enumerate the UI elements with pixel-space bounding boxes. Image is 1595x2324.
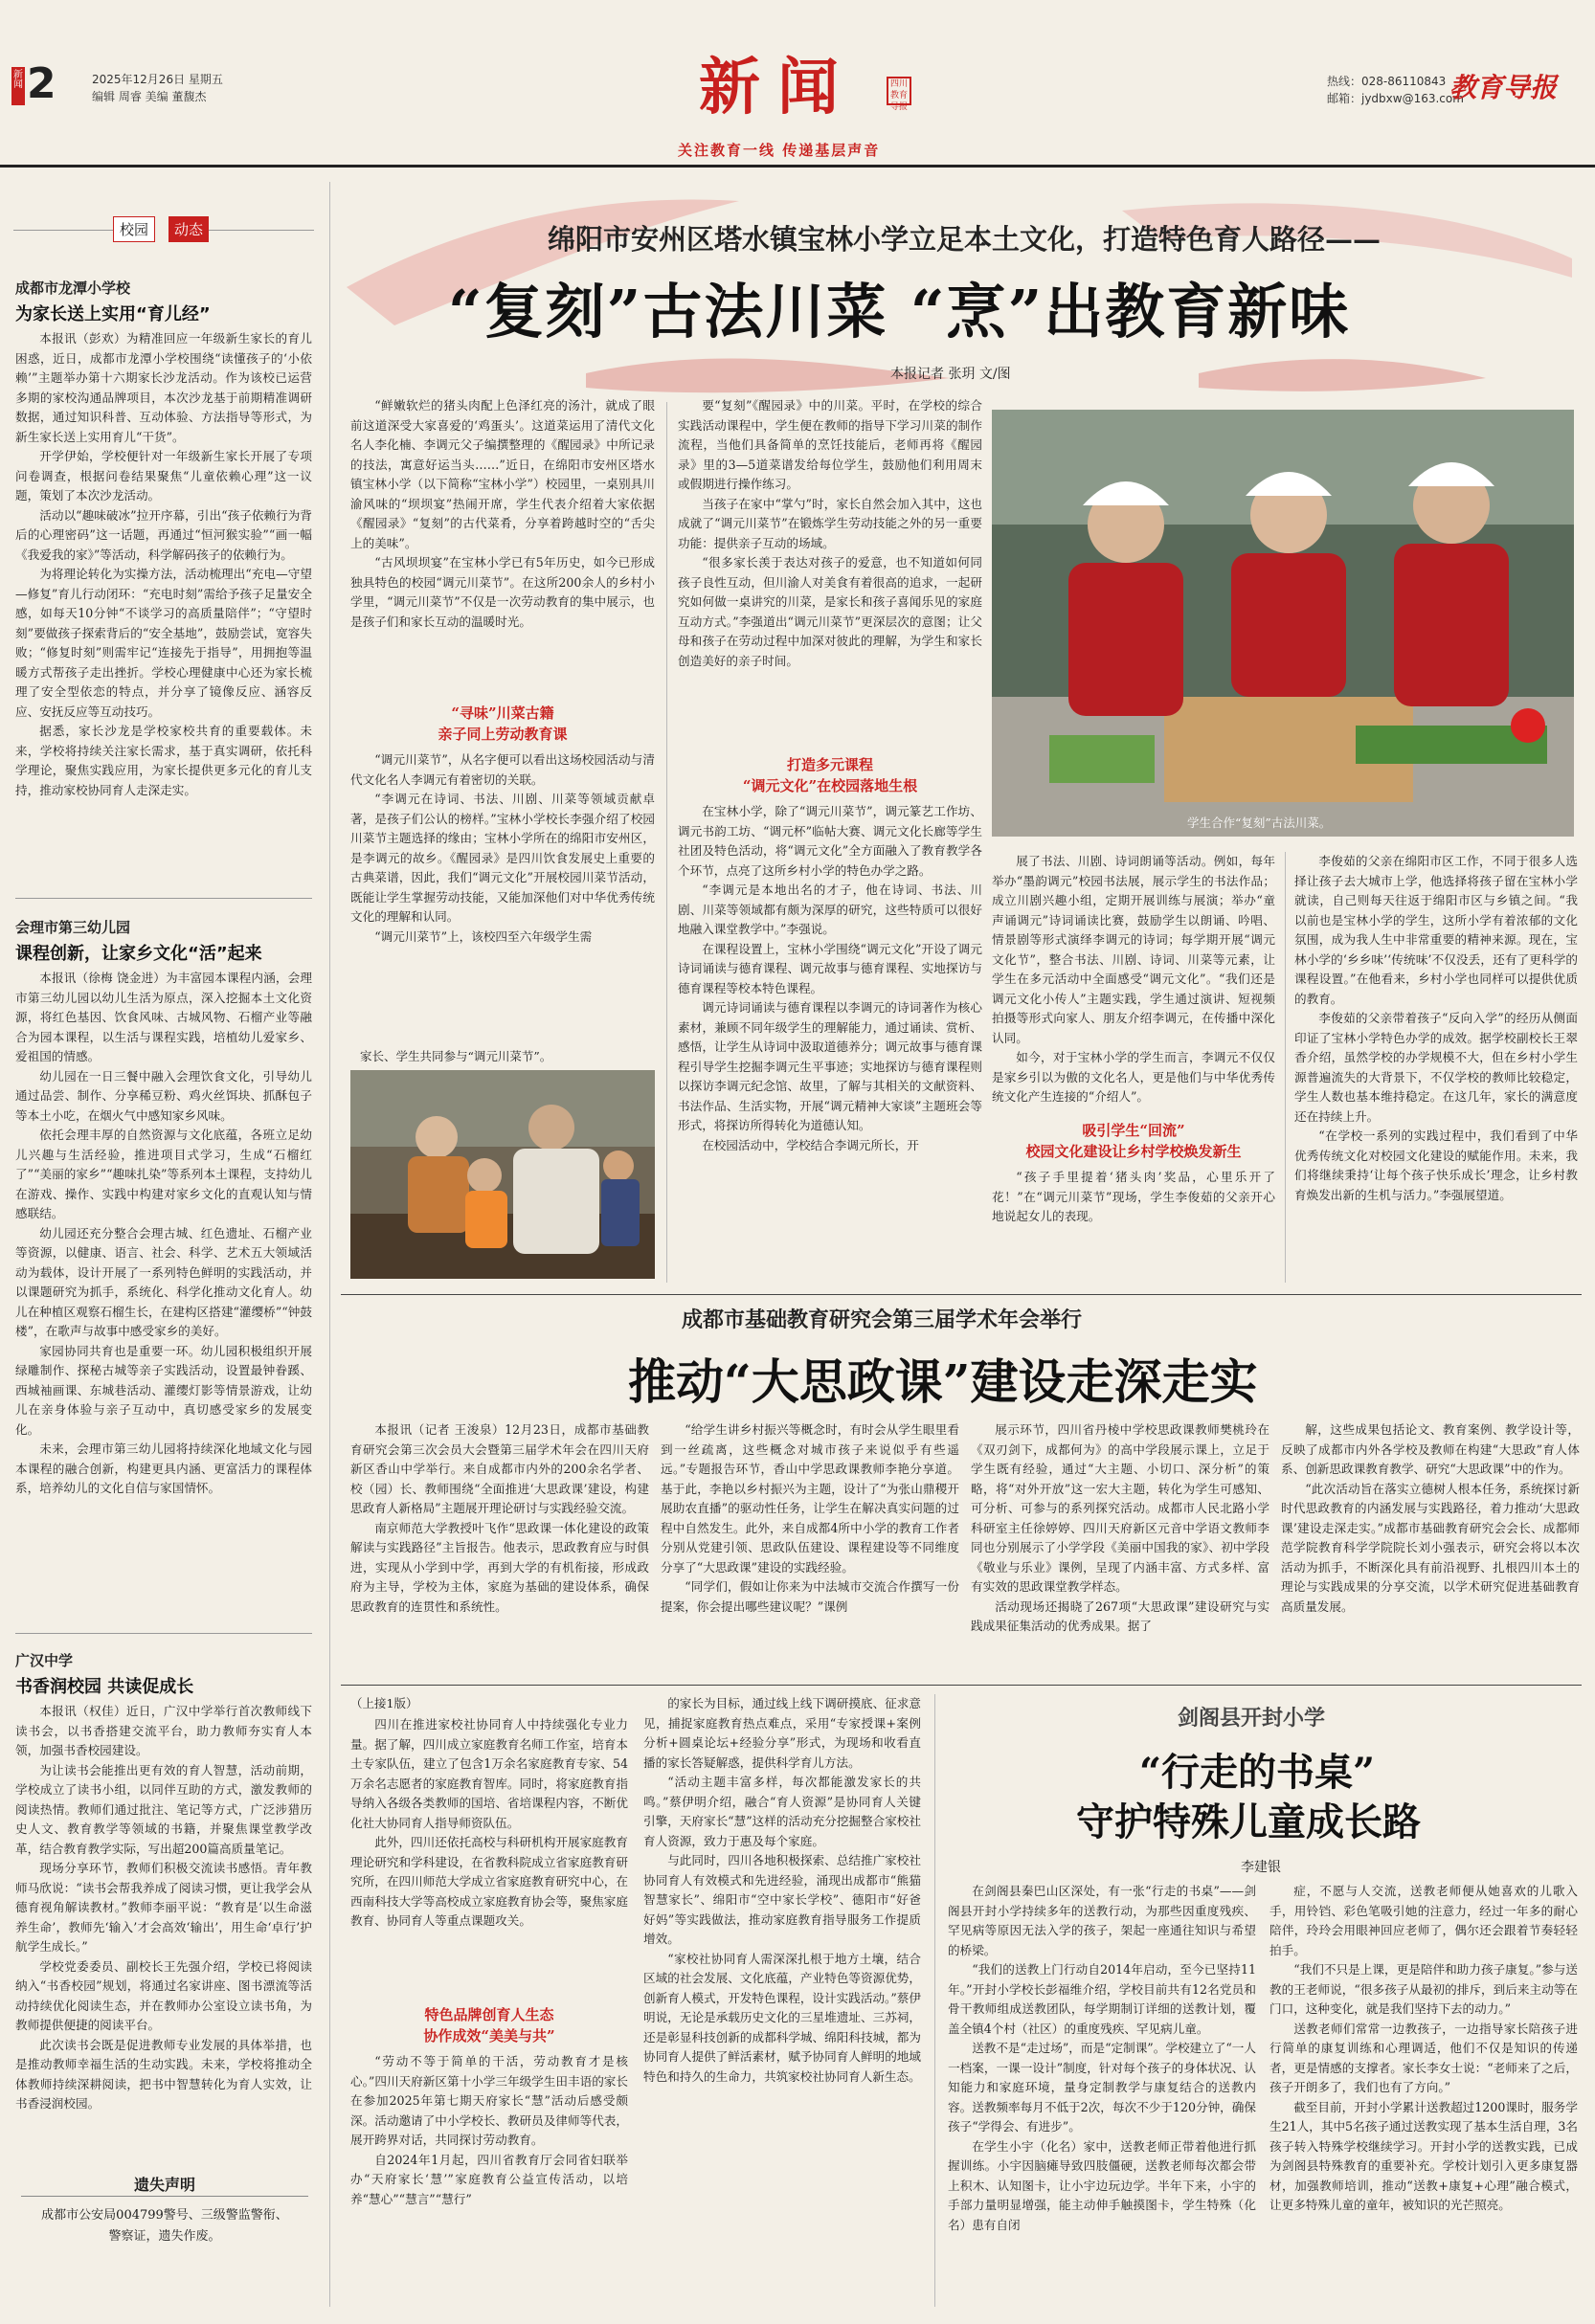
subhead-1b: 亲子同上劳动教育课 <box>438 726 568 743</box>
lost-notice <box>21 2173 308 2307</box>
notice-title: 遗失声明 <box>133 2176 195 2194</box>
s3-school: 广汉中学 <box>15 1652 74 1669</box>
feature-para: “很多家长羡于表达对孩子的爱意，也不知道如何同孩子良性互动，但川渝人对美食有着很高的追求，一起研究如何做一桌讲究的川菜，是家长和孩子喜闻乐见的家庭互动方式。”李强道出“调元川菜节”更深层次的意图；让父母和孩子在劳动过程中加深对彼此的理解，为学生和家长创造美好的亲子时间。 <box>678 555 982 668</box>
subhead-2b: “调元文化”在校园落地生根 <box>742 777 918 794</box>
article3-para: 症，不愿与人交流，送教老师便从她喜欢的儿歌入手，用铃铛、彩色笔吸引她的注意力，经过一年多的耐心陪伴，玲玲会用眼神回应老师了，偶尔还会跟着节奏轻轻拍手。 <box>1269 1884 1578 1957</box>
s1-headline: 为家长送上实用“育儿经” <box>15 304 211 324</box>
article3-kicker: 剑阁县开封小学 <box>1178 1706 1326 1731</box>
article2-title: 推动“大思政课”建设走深走实 <box>628 1353 1258 1410</box>
issue-date: 2025年12月26日 星期五 <box>92 73 223 86</box>
header-rule <box>0 165 1595 168</box>
article3-para: “我们不只是上课，更是陪伴和助力孩子康复。”参与送教的王老师说，“很多孩子从最初的排斥，到后来主动等在门口，这种变化，就是我们坚持下去的动力。” <box>1269 1962 1578 2016</box>
feature-para: 在校园活动中，学校结合李调元所长，开 <box>702 1137 919 1152</box>
masthead-seal: 四川教育导报 <box>887 77 911 105</box>
article3-para: 在学生小宇（化名）家中，送教老师正带着他进行抓握训练。小宇因脑瘫导致四肢僵硬，送教老师每次都会带上积木、认知图卡，让小宇边玩边学。半年下来，小宇的手部力量明显增强，能主动伸手触摸图卡，学生特殊（化名）患有自闭 <box>948 2138 1256 2232</box>
s2-para: 依托会理丰厚的自然资源与文化底蕴，各班立足幼儿兴趣与生活经验，推进项目式学习，生成“石榴红了”“美丽的家乡”“趣味扎染”等系列本土课程，支持幼儿在游戏、操作、实践中构建对家乡文化的直观认知与情感联结。 <box>15 1128 312 1220</box>
article3-divider <box>934 1694 935 2307</box>
photo-parents-students <box>350 1070 655 1279</box>
feature-col3b <box>992 1168 1275 1275</box>
article2-col4 <box>1281 1420 1580 1673</box>
tag-rule-right <box>209 230 314 231</box>
continued-subhead <box>350 2004 628 2046</box>
notice-rule <box>21 2196 308 2197</box>
feature-col1b <box>350 750 655 1034</box>
article2-col2 <box>661 1420 959 1673</box>
continued-para: “活动主题丰富多样，每次都能激发家长的共鸣。”蔡伊明介绍，融合“育人资源”是协同育人关键引擎，天府家长“慧”这样的活动充分挖掘整合家校社育人资源，致力于惠及每个家庭。 <box>643 1775 921 1848</box>
section-tag-b: 动态 <box>168 216 209 242</box>
feature-divider-1 <box>666 402 667 1283</box>
left-rule-1 <box>15 898 312 899</box>
article2-para: “给学生讲乡村振兴等概念时，有时会从学生眼里看到一丝疏离，这些概念对城市孩子来说似乎有些遥远。”专题报告环节，香山中学思政课教师李艳分享道。基于此，李艳以乡村振兴为主题，设计了“为张山鼎稷开展助农直播”的驱动性任务，让学生在解决真实问题的过程中自然发生。此外，来自成都4所中小学的教育工作者分别从党建引领、思政队伍建设、课程建设等不同维度分享了“大思政课”建设的实践经验。 <box>661 1422 959 1575</box>
s2-para: 家园协同共育也是重要一环。幼儿园积极组织开展绿雕制作、探秘古城等亲子实践活动，设置最钟眷蹊、西城袖画课、东城巷活动、灌缨灯影等情景游戏，让幼儿在亲身体验与亲子互动中，真切感受家乡的发展变化。 <box>15 1343 312 1437</box>
photo-students-cooking <box>992 410 1574 837</box>
photo2-image <box>992 410 1574 837</box>
article2-para: 展示环节，四川省丹棱中学校思政课教师樊桃玲在《双刃剑下，成都何为》的高中学段展示课上，立足于学生既有经验，通过“大主题、小切口、深分析”的策略，将“对外开放”这一宏大主题，转化为学生可感知、可分析、可参与的系列探究活动。成都市人民北路小学科研室主任徐婷婷、四川天府新区元音中学语文教师李同也分别展示了小学学段《美丽中国我的家》、初中学段《敬业与乐业》课例，呈现了内涵丰富、方式多样、富有实效的思政课堂教学样态。 <box>971 1422 1269 1594</box>
s1-para: 为将理论转化为实操方法，活动梳理出“充电—守望—修复”育儿行动闭环：“充电时刻”需给予孩子足量安全感，如每天10分钟“不谈学习的高质量陪伴”；“守望时刻”要做孩子探索背后的“安全基地”，鼓励尝试，宽容失败；“修复时刻”则需牢记“连接先于指导”，用拥抱等温暖方式帮孩子走出挫折。学校心理健康中心还为家长梳理了安全型依恋的特点，并分享了镜像反应、涵容反应、安抚反应等互动技巧。 <box>15 567 312 719</box>
email: 邮箱：jydbxw@163.com <box>1327 92 1464 105</box>
feature-para: 调元诗词诵读与德育课程以李调元的诗词著作为核心素材，兼顾不同年级学生的理解能力，通过诵读、赏析、感悟，让学生从诗词中汲取道德养分；调元故事与德育课程引导学生挖掘李调元生平事迹；实地探访与德育课程则以探访李调元纪念馆、故里，了解与其相关的文献资料、书法作品、生活实物，开展“调元精神大家谈”主题班会等形式，将探访所得转化为道德认知。 <box>678 1000 982 1132</box>
continued-subhead-a: 特色品牌创育人生态 <box>424 2006 554 2023</box>
article2-para: 本报讯（记者 王浚泉）12月23日，成都市基础教育研究会第三次会员大会暨第三届学术年会在四川天府新区香山中学举行。来自成都市内外的200余名学者、校（园）长、教师围绕“全面推进‘大思政课’建设，构建思政育人新格局”主题展开理论研讨与实践经验交流。 <box>350 1422 649 1515</box>
article2-kicker: 成都市基础教育研究会第三届学术年会举行 <box>682 1307 1083 1332</box>
hotline: 热线：028-86110843 <box>1327 75 1447 88</box>
s3-body <box>15 1702 312 2156</box>
left-column-divider <box>329 182 330 2307</box>
page-tag: 新闻 <box>11 67 25 105</box>
continued-col2 <box>643 1694 921 2309</box>
feature-para: “鲜嫩软烂的猪头肉配上色泽红亮的汤汁，就成了眼前这道深受大家喜爱的‘鸡蛋头’。这道菜运用了清代文化名人李化楠、李调元父子编撰整理的《醒园录》中所记录的技法，寓意好运当头……”近日，在绵阳市安州区塔水镇宝林小学（以下简称“宝林小学”）校园里，一桌别具川渝风味的“坝坝宴”热闹开席，学生代表介绍着大家依据《醒园录》“复刻”的古代菜肴，分享着跨越时空的“舌尖上的美味”。 <box>350 398 655 550</box>
s2-para: 幼儿园还充分整合会理古城、红色遗址、石榴产业等资源，以健康、语言、社会、科学、艺术五大领域活动为载体，设计开展了一系列特色鲜明的实践活动，并以课题研究为抓手，系统化、科学化推动文化育人。幼儿在种植区观察石榴生长，在建构区搭建“灌缨桥”“钟鼓楼”，在歌声与故事中感受家乡的美好。 <box>15 1225 312 1338</box>
continued-subhead-b: 协作成效“美美与共” <box>423 2027 555 2045</box>
s3-para: 此次读书会既是促进教师专业发展的具体举措，也是推动教师幸福生活的生动实践。未来，学校将推动全体教师持续深耕阅读，把书中智慧转化为育人实效，让书香浸润校园。 <box>15 2037 312 2111</box>
continued-col1b <box>350 2052 628 2309</box>
article2-col1 <box>350 1420 649 1673</box>
feature-subhead-2 <box>678 754 982 796</box>
continued-col1 <box>350 1715 628 2000</box>
s2-school: 会理市第三幼儿园 <box>15 919 131 936</box>
page-number: 2 <box>27 59 56 108</box>
s3-para: 现场分享环节，教师们积极交流读书感悟。青年教师马欣说：“读书会帮我养成了阅读习惯，更让我学会从德育视角解读教材。”教师李丽平说：“教育是‘以生命滋养生命’，教师先‘输入’才会高效‘输出’，用生命‘卓行’护航学生成长。” <box>15 1861 312 1954</box>
s1-para: 活动以“趣味破冰”拉开序幕，引出“孩子依赖行为背后的心理密码”这一话题，再通过“恒河猴实验”“画一幅《我爱我的家》”等活动，科学解码孩子的依赖行为。 <box>15 507 312 562</box>
section-tag <box>86 216 220 243</box>
continued-para: 的家长为目标，通过线上线下调研摸底、征求意见，捕捉家庭教育热点难点，采用“专家授课+案例分析+圆桌论坛+经验分享”形式，为现场和收看直播的家长答疑解惑，提供科学育儿方法。 <box>643 1696 921 1770</box>
subhead-2a: 打造多元课程 <box>786 756 873 773</box>
s1-school: 成都市龙潭小学校 <box>15 279 131 297</box>
feature-col2b <box>678 802 982 1281</box>
feature-para: “古风坝坝宴”在宝林小学已有5年历史，如今已形成独具特色的校园“调元川菜节”。在这所200余人的乡村小学里，“调元川菜节”不仅是一次劳动教育的集中展示，也是孩子们和家长互动的温暖时光。 <box>350 555 655 629</box>
photo1-image <box>350 1070 655 1279</box>
feature-para: “调元川菜节”上，该校四至六年级学生需 <box>374 928 593 944</box>
s3-headline: 书香润校园 共读促成长 <box>15 1677 194 1697</box>
article3-para: 送教老师们常常一边教孩子，一边指导家长陪孩子进行简单的康复训练和心理调适，他们不仅是知识的传递者，更是情感的支撑者。家长李女士说：“老师来了之后，孩子开朗多了，我们也有了方向。” <box>1269 2021 1578 2094</box>
feature-para: 要“复刻”《醒园录》中的川菜。平时，在学校的综合实践活动课程中，学生便在教师的指导下学习川菜的制作流程，当他们具备简单的烹饪技能后，老师再将《醒园录》里的3—5道菜谱发给每位学生，鼓励他们利用周末或假期进行操作练习。 <box>678 398 982 491</box>
s2-para: 未来，会理市第三幼儿园将持续深化地域文化与园本课程的融合创新，构建更具内涵、更富活力的课程体系，培养幼儿的文化自信与家国情怀。 <box>15 1441 312 1495</box>
article3-para: 送教不是“走过场”，而是“定制课”。学校建立了“一人一档案，一课一设计”制度，针对每个孩子的身体状况、认知能力和家庭环境，量身定制教学与康复结合的送教内容。送教频率每月不低于2次，每次不少于120分钟，确保孩子“学得会、有进步”。 <box>948 2041 1256 2134</box>
page-number-block <box>11 59 59 115</box>
s1-para: 开学伊始，学校便针对一年级新生家长开展了专项问卷调查，根据问卷结果聚焦“儿童依赖心理”这一议题，策划了本次沙龙活动。 <box>15 449 312 503</box>
s3-para: 学校党委委员、副校长王先强介绍，学校已将阅读纳入“书香校园”规划，将通过名家讲座、图书漂流等活动持续优化阅读生态，并在教师办公室设立读书角，为教师提供便捷的阅读平台。 <box>15 1958 312 2032</box>
feature-subhead-1 <box>350 703 655 745</box>
feature-col1 <box>350 396 655 701</box>
feature-para: “李调元是本地出名的才子，他在诗词、书法、川剧、川菜等领域都有颇为深厚的研究，这些特质可以很好地融入课堂教学中。”李强说。 <box>678 883 982 936</box>
feature-subhead-3 <box>992 1120 1275 1162</box>
feature-para: 当孩子在家中“掌勺”时，家长自然会加入其中，这也成就了“调元川菜节”在锻炼学生劳动技能之外的另一重要功能：提供亲子互动的场域。 <box>678 496 982 550</box>
article3-title-line2: 守护特殊儿童成长路 <box>1076 1799 1421 1844</box>
article3-para: 截至目前，开封小学累计送教超过1200课时，服务学生21人，其中5名孩子通过送教实现了基本生活自理，3名孩子转入特殊学校继续学习。开封小学的送教实践，已成为剑阁县特殊教育的重要补充。学校计划引入更多康复器材，加强教师培训，推动“送教+康复+心理”融合模式，让更多特殊儿童的童年，被知识的光芒照亮。 <box>1269 2099 1578 2212</box>
article3-author: 李建银 <box>1241 1860 1281 1875</box>
article3-col2 <box>1269 1882 1578 2309</box>
article2-bottom-rule <box>341 1685 1582 1686</box>
feature-col3 <box>992 852 1275 1114</box>
feature-para: 李俊茹的父亲在绵阳市区工作，不同于很多人选择让孩子去大城市上学，他选择将孩子留在宝林小学就读，自己则每天往返于绵阳市区与乡镇之间。“我以前也是宝林小学的学生，这所小学有着浓郁的文化氛围，成为我人生中非常重要的精神来源。现在，宝林小学的‘乡乡味’‘传统味’不仅没丢，还有了更科学的课程设置。”在他看来，乡村小学也同样可以提供优质的教育。 <box>1294 854 1578 1006</box>
article3-para: “我们的送教上门行动自2014年启动，至今已坚持11年。”开封小学校长彭福维介绍，学校目前共有12名党员和骨干教师组成送教团队，每学期制订详细的送教计划，覆盖全镇4个村（社区）的重度残疾、罕见病儿童。 <box>948 1962 1256 2036</box>
article2-para: “此次活动旨在落实立德树人根本任务，系统探讨新时代思政教育的内涵发展与实践路径，着力推动‘大思政课’建设走深走实。”成都市基础教育研究会会长、成都师范学院教育科学学院院长刘小强表示，研究会将以本次活动为抓手，不断深化具有前沿视野、扎根四川本土的理论与实践成果的分享交流，以学术研究促进基础教育高质量发展。 <box>1281 1481 1580 1614</box>
feature-para: 如今，对于宝林小学的学生而言，李调元不仅仅是家乡引以为傲的文化名人，更是他们与中华优秀传统文化产生连接的“介绍人”。 <box>992 1050 1275 1104</box>
subhead-3b: 校园文化建设让乡村学校焕发新生 <box>1025 1143 1242 1160</box>
feature-byline: 本报记者 张玥 文/图 <box>890 367 1011 382</box>
continued-para: 与此同时，四川各地积极探索、总结推广家校社协同育人有效模式和先进经验，涌现出成都市“熊猫智慧家长”、绵阳市“空中家长学校”、德阳市“好爸好妈”等实践做法，推动家庭教育指导服务工作提质增效。 <box>643 1853 921 1946</box>
s2-para: 幼儿园在一日三餐中融入会理饮食文化，引导幼儿通过品尝、制作、分享稀豆粉、鸡火丝饵块、抓酥包子等本土小吃，在烟火气中感知家乡风味。 <box>15 1068 312 1123</box>
masthead-slogan: 关注教育一线 传递基层声音 <box>678 142 881 159</box>
article2-para: 活动现场还揭晓了267项“大思政课”建设研究与实践成果征集活动的优秀成果。据了 <box>971 1598 1269 1633</box>
s3-para: 为让读书会能推出更有效的育人智慧，活动前期，学校成立了读书小组，以同伴互助的方式，激发教师的阅读热情。教师们通过批注、笔记等方式，广泛涉猎历史人文、教育教学等领域的书籍，并聚焦课堂教学改革，结合教育教学实际，写出超200篇高质量笔记。 <box>15 1762 312 1856</box>
feature-para: 李俊茹的父亲带着孩子“反向入学”的经历从侧面印证了宝林小学特色办学的成效。据学校副校长王翠香介绍，虽然学校的办学规模不大，但在乡村小学生源普遍流失的大背景下，不仅学校的教师比较稳定，学生人数也基本维持稳定。在这几年，家长的满意度还在持续上升。 <box>1294 1011 1578 1124</box>
feature-col2 <box>678 396 982 754</box>
s1-body <box>15 329 312 879</box>
newspaper-brand: 教育导报 <box>1449 72 1558 103</box>
feature-para: 展了书法、川剧、诗词朗诵等活动。例如，每年举办“墨韵调元”校园书法展，展示学生的书法作品；成立川剧兴趣小组，定期开展训练与展演；举办“童声诵调元”诗词诵读比赛，鼓励学生以朗诵、吟唱、情景剧等形式演绎李调元的诗词；每学期开展“调元文化节”，整合书法、川剧、诗词、川菜等元素，让学生在多元活动中全面感受“调元文化”。“我们还是调元文化小传人”主题实践，学生通过演讲、短视频拍摄等形式向家人、朋友介绍李调元，在传播中深化认同。 <box>992 854 1275 1045</box>
feature-title: “复刻”古法川菜 “烹”出教育新味 <box>448 277 1351 346</box>
article3-para: 在剑阁县秦巴山区深处，有一张“行走的书桌”——剑阁县开封小学持续多年的送教行动，为那些因重度残疾、罕见病等原因无法入学的孩子，架起一座通往知识与希望的桥梁。 <box>948 1884 1256 1957</box>
masthead-title: 新闻 <box>699 52 856 123</box>
photo2-caption: 学生合作“复刻”古法川菜。 <box>1187 816 1332 830</box>
continued-para: 此外，四川还依托高校与科研机构开展家庭教育理论研究和学科建设，在省教科院成立省家庭教育研究所，在四川师范大学成立省家庭教育研究中心，在西南科技大学等高校成立家庭教育协会等，聚焦家庭教育、协同育人等重点课题攻关。 <box>350 1835 628 1928</box>
section-tag-a: 校园 <box>113 216 155 242</box>
feature-divider-2 <box>1285 852 1286 1283</box>
feature-para: “调元川菜节”，从名字便可以看出这场校园活动与清代文化名人李调元有着密切的关联。 <box>350 752 655 787</box>
feature-para: “李调元在诗词、书法、川剧、川菜等领域贡献卓著，是孩子们公认的榜样。”宝林小学校长李强介绍了校园川菜节主题选择的缘由；宝林小学所在的绵阳市安州区，是李调元的故乡。《醒园录》是四川饮食发展史上重要的古典菜谱，因此，我们“调元文化”开展校园川菜节活动，既能让学生掌握劳动技能，又能加深他们对中华优秀传统文化的理解和认同。 <box>350 792 655 924</box>
editors: 编辑 周睿 美编 董馥杰 <box>92 90 207 103</box>
photo1-caption: 家长、学生共同参与“调元川菜节”。 <box>360 1049 552 1063</box>
article2-para: 解，这些成果包括论文、教育案例、教学设计等，反映了成都市内外各学校及教师在构建“大思政”育人体系、创新思政课教育教学、研究“大思政课”中的作为。 <box>1281 1422 1580 1476</box>
article2-para: 南京师范大学教授叶飞作“思政课一体化建设的政策解读与实践路径”主旨报告。他表示，思政教育应与时俱进，实现从小学到中学，再到大学的有机衔接，形成政府为主导，学校为主体，家庭为基础的建设体系，确保思政教育的连贯性和系统性。 <box>350 1520 649 1614</box>
s3-para: 本报讯（权佳）近日，广汉中学举行首次教师线下读书会，以书香搭建交流平台，助力教师夯实育人本领，加强书香校园建设。 <box>15 1704 312 1757</box>
s1-para: 据悉，家长沙龙是学校家校共育的重要载体。未来，学校将持续关注家长需求，基于真实调研，依托科学理论，聚焦实践应用，为家长提供更多元化的育儿支持，推动家校协同育人走深走实。 <box>15 724 312 797</box>
continued-para: 自2024年1月起，四川省教育厅会同省妇联举办“天府家长‘慧’”家庭教育公益宣传活动，以培养“慧心”“慧言”“慧行” <box>350 2152 628 2206</box>
left-rule-2 <box>15 1633 312 1634</box>
s2-headline: 课程创新，让家乡文化“活”起来 <box>15 944 262 964</box>
continued-para: 四川在推进家校社协同育人中持续强化专业力量。据了解，四川成立家庭教育名师工作室，培育本土专家队伍，建立了包含1万余名家庭教育专家、54万余名志愿者的家庭教育智库。同时，将家庭教育指导纳入各级各类教师的国培、省培课程内容，不断优化社大协同育人指导师资队伍。 <box>350 1717 628 1830</box>
subhead-1a: “寻味”川菜古籍 <box>451 704 554 722</box>
feature-para: 在课程设置上，宝林小学围绕“调元文化”开设了调元诗词诵读与德育课程、调元故事与德育课程、实地探访与德育课程等校本特色课程。 <box>678 941 982 995</box>
feature-col4 <box>1294 852 1578 1281</box>
continued-para: “家校社协同育人需深深扎根于地方土壤，结合区域的社会发展、文化底蕴，产业特色等资源优势，创新育人模式，开发特色课程，设计实践活动。”蔡伊明说，无论是承载历史文化的三星堆遗址、三苏祠，还是彰显科技创新的成都科学城、绵阳科技城，都为协同育人提供了鲜活素材，赋予协同育人鲜明的地域特色和持久的生命力，共筑家校社协同育人新生态。 <box>643 1951 921 2084</box>
continued-label: （上接1版） <box>350 1696 418 1710</box>
s2-body <box>15 969 312 1620</box>
article3-col1 <box>948 1882 1256 2309</box>
article2-para: “同学们，假如让你来为中法城市交流合作撰写一份提案，你会提出哪些建议呢？”课例 <box>661 1579 959 1614</box>
feature-para: 在宝林小学，除了“调元川菜节”，调元篆艺工作坊、调元书韵工坊、“调元杯”临帖大赛、调元文化长廊等学生社团及特色活动，将“调元文化”全方面融入了教育教学各个环节，点亮了这所乡村小学的特色办学之路。 <box>678 804 982 878</box>
s2-para: 本报讯（徐梅 饶金进）为丰富园本课程内涵，会理市第三幼儿园以幼儿生活为原点，深入挖掘本土文化资源，将红色基因、饮食风味、古城风物、石榴产业等融合为园本课程，以生活与课程实践，培植幼儿爱家乡、爱祖国的情感。 <box>15 971 312 1063</box>
subhead-3a: 吸引学生“回流” <box>1082 1122 1185 1139</box>
feature-para: “孩子手里提着‘猪头肉’奖品，心里乐开了花！”在“调元川菜节”现场，学生李俊茹的父亲开心地说起女儿的表现。 <box>992 1170 1275 1223</box>
article2-col3 <box>971 1420 1269 1673</box>
article3-title-line1: “行走的书桌” <box>1139 1750 1376 1795</box>
feature-para: “在学校一系列的实践过程中，我们看到了中华优秀传统文化对校园文化建设的赋能作用。未来，我们将继续秉持‘让每个孩子快乐成长’理念，让乡村教育焕发出新的生机与活力。”李强展望道。 <box>1294 1128 1578 1202</box>
feature-kicker: 绵阳市安州区塔水镇宝林小学立足本土文化，打造特色育人路径—— <box>548 223 1382 256</box>
notice-body: 成都市公安局004799警号、三级警监警衔、警察证，遗失作废。 <box>41 2208 288 2244</box>
s1-para: 本报讯（彭欢）为精准回应一年级新生家长的育儿困惑，近日，成都市龙潭小学校围绕“读懂孩子的‘小依赖’”主题举办第十六期家长沙龙活动。作为该校已运营多期的家校沟通品牌项目，本次沙龙基于前期精准调研数据，通过知识科普、互动体验、方法指导等形式，为新生家长送上实用育儿“干货”。 <box>15 331 312 444</box>
feature-bottom-rule <box>341 1294 1582 1295</box>
masthead <box>699 38 919 124</box>
continued-para: “劳动不等于简单的干活，劳动教育才是核心。”四川天府新区第十小学三年级学生田丰语的家长在参加2025年第七期天府家长“慧”活动后感受颇深。活动邀请了中小学校长、教研员及律师等代表，展开跨界对话，共同探讨劳动教育。 <box>350 2054 628 2147</box>
